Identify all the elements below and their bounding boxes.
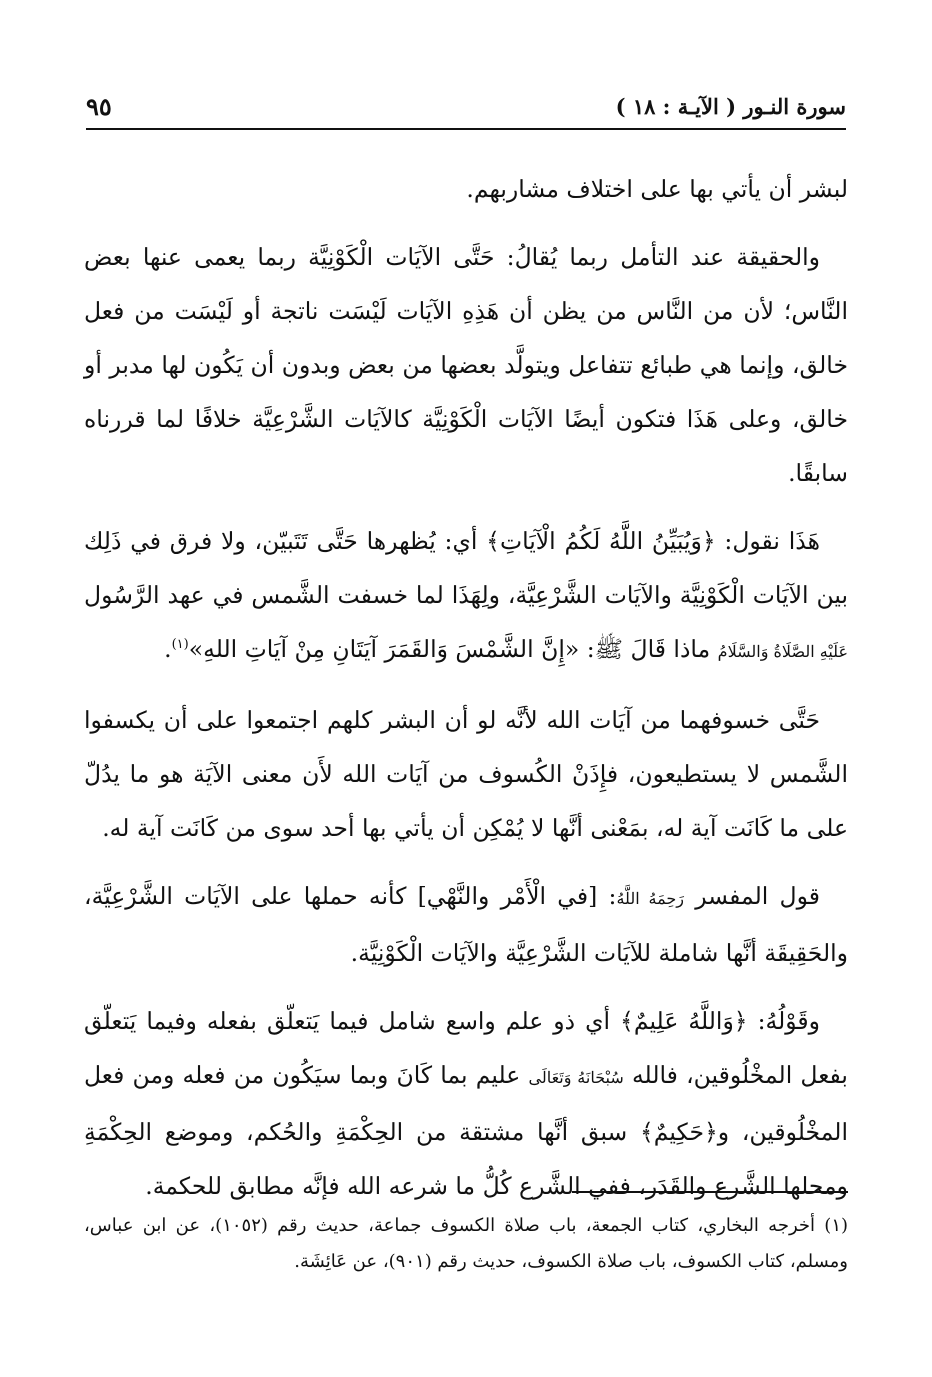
paragraph-5-text-b: : [في الْأَمْر والنَّهْي] كأنه حملها على الآيَات الشَّرْعِيَّة، والحَقِيقَة أنَّها شاملة للآيَات الشَّرْعِيَّة والآيَات الْكَوْنِيَّة. (84, 882, 848, 967)
header-rule (86, 128, 846, 130)
paragraph-3-end: . (164, 635, 172, 663)
paragraph-6 (84, 994, 848, 1213)
footnote-1: (١) أخرجه البخاري، كتاب الجمعة، باب صلاة الكسوف جماعة، حديث رقم (١٠٥٢)، عن ابن عباس، ومسلم، كتاب الكسوف، باب صلاة الكسوف، حديث رقم (٩٠١)، عن عَائِشَة. (84, 1215, 849, 1272)
footnote-separator (572, 1191, 848, 1193)
paragraph-4: حَتَّى خسوفهما من آيَات الله لأنَّه لو أن البشر كلهم اجتمعوا على أن يكسفوا الشَّمس لا يستطيعون، فإِذَنْ الكُسوف من آيَات الله لأَن معنى الآيَة هو ما يدُلّ على ما كَانَت آية له، بمَعْنى أنَّها لا يُمْكِن أن يأتي بها أحد سوى من كَانَت آية له. (84, 706, 848, 842)
paragraph-6-text-b: عليم بما كَانَ وبما سيَكُون من فعله ومن فعل المخْلُوقين، و﴿حَكِيمٌ﴾ سبق أنَّها مشتقة من الحِكْمَةِ والحُكم، وموضع الحِكْمَةِ ومحلها الشَّرع والقَدَر، ففي الشَّرع كُلُّ ما شرعه الله فإنَّه مطابق للحكمة. (84, 1061, 848, 1200)
paragraph-6-text-a: وقَوْلُهُ: ﴿وَاللَّهُ عَلِيمٌ﴾ أي ذو علم واسع شامل فيما يَتعلّق بفعله وفيما يَتعلّق بفعل المخْلُوقين، فالله (84, 1007, 848, 1089)
paragraph-3 (84, 514, 848, 679)
paragraph-5-text-a: قول المفسر (695, 882, 820, 910)
honorific-phrase: سُبْحَانَهُ وَتَعَالَى (528, 1068, 624, 1087)
running-title: سورة النـور ( الآيـة : ١٨ ) (615, 94, 846, 119)
footnote-reference[interactable]: (١) (171, 637, 189, 653)
main-text (84, 162, 848, 1227)
paragraph-3-text-a: هَذَا نقول: ﴿وَيُبَيِّنُ اللَّهُ لَكُمُ الْآيَاتِ﴾ أي: يُظهرها حَتَّى تَتَبيّن، ولا فرق في ذَلِك بين الآيَات الْكَوْنِيَّة والآيَات الشَّرْعِيَّة، ولِهَذَا لما خسفت الشَّمس في عهد الرَّسُول (84, 527, 848, 609)
paragraph-1: لبشر أن يأتي بها على اختلاف مشاربهم. (466, 175, 848, 203)
page-header (86, 88, 846, 128)
honorific-phrase: عَلَيْهِ الصَّلَاةُ وَالسَّلَامُ (717, 642, 848, 661)
footnotes (84, 1208, 848, 1280)
paragraph-3-text-b: ماذا قَالَ ﷺ: «إِنَّ الشَّمْسَ وَالقَمَرَ آيَتَانِ مِنْ آيَاتِ اللهِ» (188, 635, 711, 663)
page-number: ٩٥ (86, 92, 112, 121)
paragraph-5 (84, 869, 848, 980)
paragraph-2: والحقيقة عند التأمل ربما يُقالُ: حَتَّى الآيَات الْكَوْنِيَّة ربما يعمى عنها بعض النَّاس؛ لأن من النَّاس من يظن أن هَذِهِ الآيَات لَيْسَت ناتجة أو لَيْسَت من فعل خالق، وإنما هي طبائع تتفاعل ويتولَّد بعضها من بعض وبدون أن يَكُون لها مدبر أو خالق، وعلى هَذَا فتكون أيضًا الآيَات الْكَوْنِيَّة كالآيَات الشَّرْعِيَّة خلافًا لما قررناه سابقًا. (84, 243, 848, 487)
honorific-phrase: رَحِمَهُ اللَّهُ (616, 889, 684, 908)
